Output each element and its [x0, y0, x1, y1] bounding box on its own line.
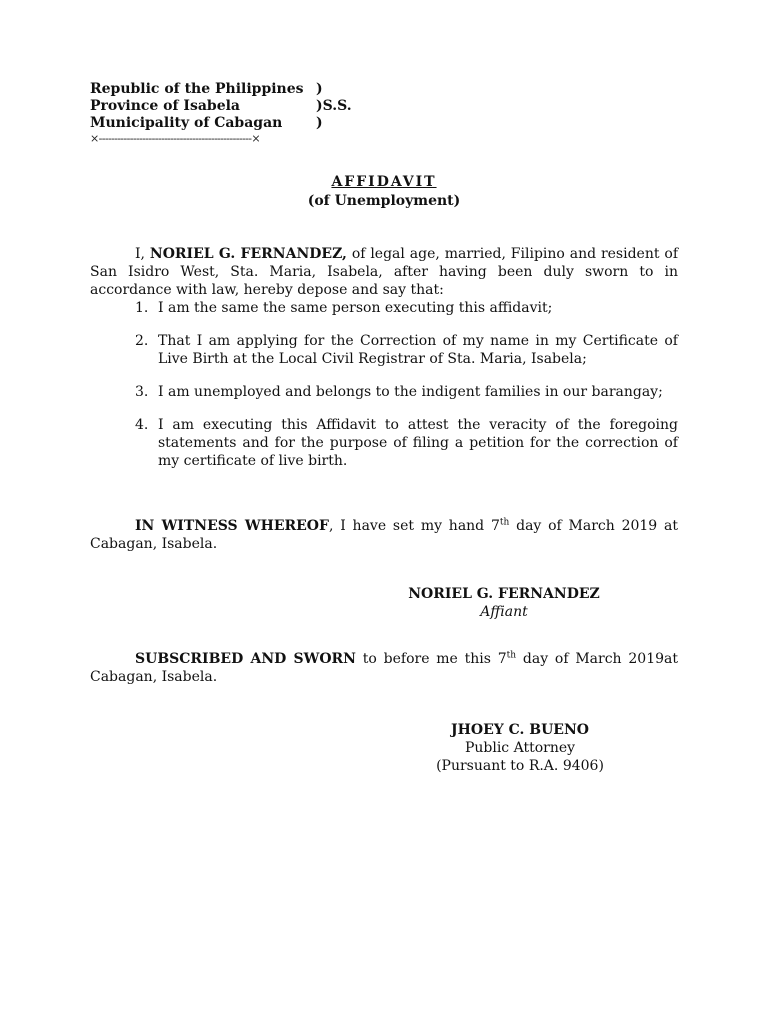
list-item-number: 3.	[135, 384, 149, 400]
sworn-text-2: day of March 2019at Cabagan, Isabela.	[90, 651, 678, 685]
affiant-signature-block	[404, 585, 604, 621]
list-item-text: I am unemployed and belongs to the indigent families in our barangay;	[158, 384, 663, 400]
list-item-text: That I am applying for the Correction of my name in my Certificate of Live Birth at the Local Civil Registrar of Sta. Maria, Isabela;	[158, 333, 678, 367]
list-item	[90, 332, 678, 368]
list-item-text: I am executing this Affidavit to attest the veracity of the foregoing statements and for the purpose of filing a petition for the correction of my certificate of live birth.	[158, 417, 678, 469]
list-item	[90, 299, 678, 317]
attorney-signature-block	[420, 721, 620, 775]
sworn-paragraph	[90, 650, 678, 686]
attorney-basis: (Pursuant to R.A. 9406)	[436, 758, 604, 774]
document-title: AFFIDAVIT	[331, 174, 437, 190]
intro-text: of legal age, married, Filipino and resident of San Isidro West, Sta. Maria, Isabela, after having been duly sworn to in accordance with law, hereby depose and say that:	[90, 246, 678, 298]
venue-municipality-text: Municipality of Cabagan	[90, 115, 283, 131]
list-item	[90, 416, 678, 470]
list-item	[90, 383, 678, 401]
list-item-number: 4.	[135, 417, 149, 433]
document-subtitle: (of Unemployment)	[307, 193, 461, 209]
venue-province	[90, 97, 352, 115]
affiant-name: NORIEL G. FERNANDEZ	[408, 586, 600, 602]
list-item-text: I am the same the same person executing this affidavit;	[158, 300, 553, 316]
sworn-ordinal: th	[506, 650, 517, 661]
sworn-lead: SUBSCRIBED AND SWORN	[135, 651, 356, 667]
venue-province-text: Province of Isabela	[90, 98, 241, 114]
venue-municipality-mark: )	[316, 115, 323, 131]
list-item-number: 2.	[135, 333, 149, 349]
venue-province-mark: )S.S.	[316, 98, 352, 114]
witness-ordinal: th	[499, 517, 510, 528]
witness-text-1: , I have set my hand 7	[328, 518, 500, 534]
witness-paragraph	[90, 517, 678, 553]
witness-lead: IN WITNESS WHEREOF	[135, 518, 329, 534]
venue-republic-mark: )	[316, 81, 323, 97]
statement-list	[90, 299, 678, 470]
venue-republic-text: Republic of the Philippines	[90, 81, 304, 97]
intro-prefix: I,	[135, 246, 150, 262]
attorney-name: JHOEY C. BUENO	[451, 722, 589, 738]
witness-text-2: day of March 2019 at Cabagan, Isabela.	[90, 518, 678, 552]
intro-paragraph	[90, 245, 678, 299]
venue-divider: ×-------------------------------------------------×	[90, 132, 260, 145]
attorney-title: Public Attorney	[464, 740, 576, 756]
venue-republic	[90, 80, 323, 98]
affiant-name-inline: NORIEL G. FERNANDEZ,	[149, 246, 347, 262]
affiant-role: Affiant	[480, 604, 528, 620]
list-item-number: 1.	[135, 300, 149, 316]
sworn-text-1: to before me this 7	[355, 651, 507, 667]
